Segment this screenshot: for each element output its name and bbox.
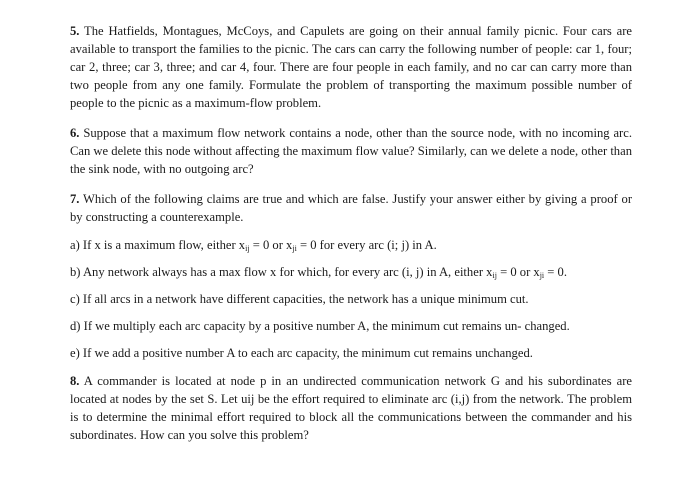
claim-b-sub2: ji <box>539 271 545 280</box>
problem-5 <box>70 22 632 112</box>
problem-8-text: A commander is located at node p in an undirected communication network G and his subordinates are located at nodes by the set S. Let uij be the effort required to eliminate arc (i,j) from the network. The problem is to determine the minimal effort required to block all the communications between the commander and his subordinates. How can you solve this problem? <box>70 374 632 442</box>
problem-7-text: Which of the following claims are true and which are false. Justify your answer either by giving a proof or by constructing a counterexample. <box>70 192 633 224</box>
claim-d: d) If we multiply each arc capacity by a positive number A, the minimum cut remains un- changed. <box>70 319 570 333</box>
claim-a-pre: a) If x is a maximum flow, either x <box>70 238 246 252</box>
claim-b-pre: b) Any network always has a max flow x for which, for every arc (i, j) in A, either x <box>70 265 493 279</box>
problem-set <box>70 22 632 444</box>
problem-6-text: Suppose that a maximum flow network contains a node, other than the source node, with no incoming arc. Can we delete this node without affecting the maximum flow value? Similarly, can we delete a node, other than the sink node, with no outgoing arc? <box>70 126 632 176</box>
problem-8 <box>70 372 632 444</box>
claim-b <box>70 263 632 281</box>
problem-7-number: 7. <box>70 192 80 206</box>
problem-7 <box>70 190 632 226</box>
claim-b-mid: = 0 or x <box>496 265 540 279</box>
claim-b-post: = 0. <box>544 265 568 279</box>
claim-c: c) If all arcs in a network have different capacities, the network has a unique minimum cut. <box>70 292 529 306</box>
problem-8-number: 8. <box>70 374 80 388</box>
claim-a-post: = 0 for every arc (i; j) in A. <box>296 238 437 252</box>
claim-a <box>70 236 632 254</box>
problem-6 <box>70 124 632 178</box>
claim-a-mid: = 0 or x <box>249 238 293 252</box>
problem-5-text: The Hatfields, Montagues, McCoys, and Capulets are going on their annual family picnic. Four cars are available to transport the families to the picnic. The cars can carry the following number of people: car 1, four; car 2, three; car 3, three; and car 4, four. There are four people in each family, and no car can carry more than two people from any one family. Formulate the problem of transporting the maximum possible number of people to the picnic as a maximum-flow problem. <box>70 24 632 110</box>
claim-a-sub1: ij <box>245 244 250 253</box>
problem-5-number: 5. <box>70 24 80 38</box>
claim-a-sub2: ji <box>292 244 297 253</box>
claim-e: e) If we add a positive number A to each arc capacity, the minimum cut remains unchanged. <box>70 346 533 360</box>
problem-6-number: 6. <box>70 126 80 140</box>
claim-b-sub1: ij <box>492 271 497 280</box>
